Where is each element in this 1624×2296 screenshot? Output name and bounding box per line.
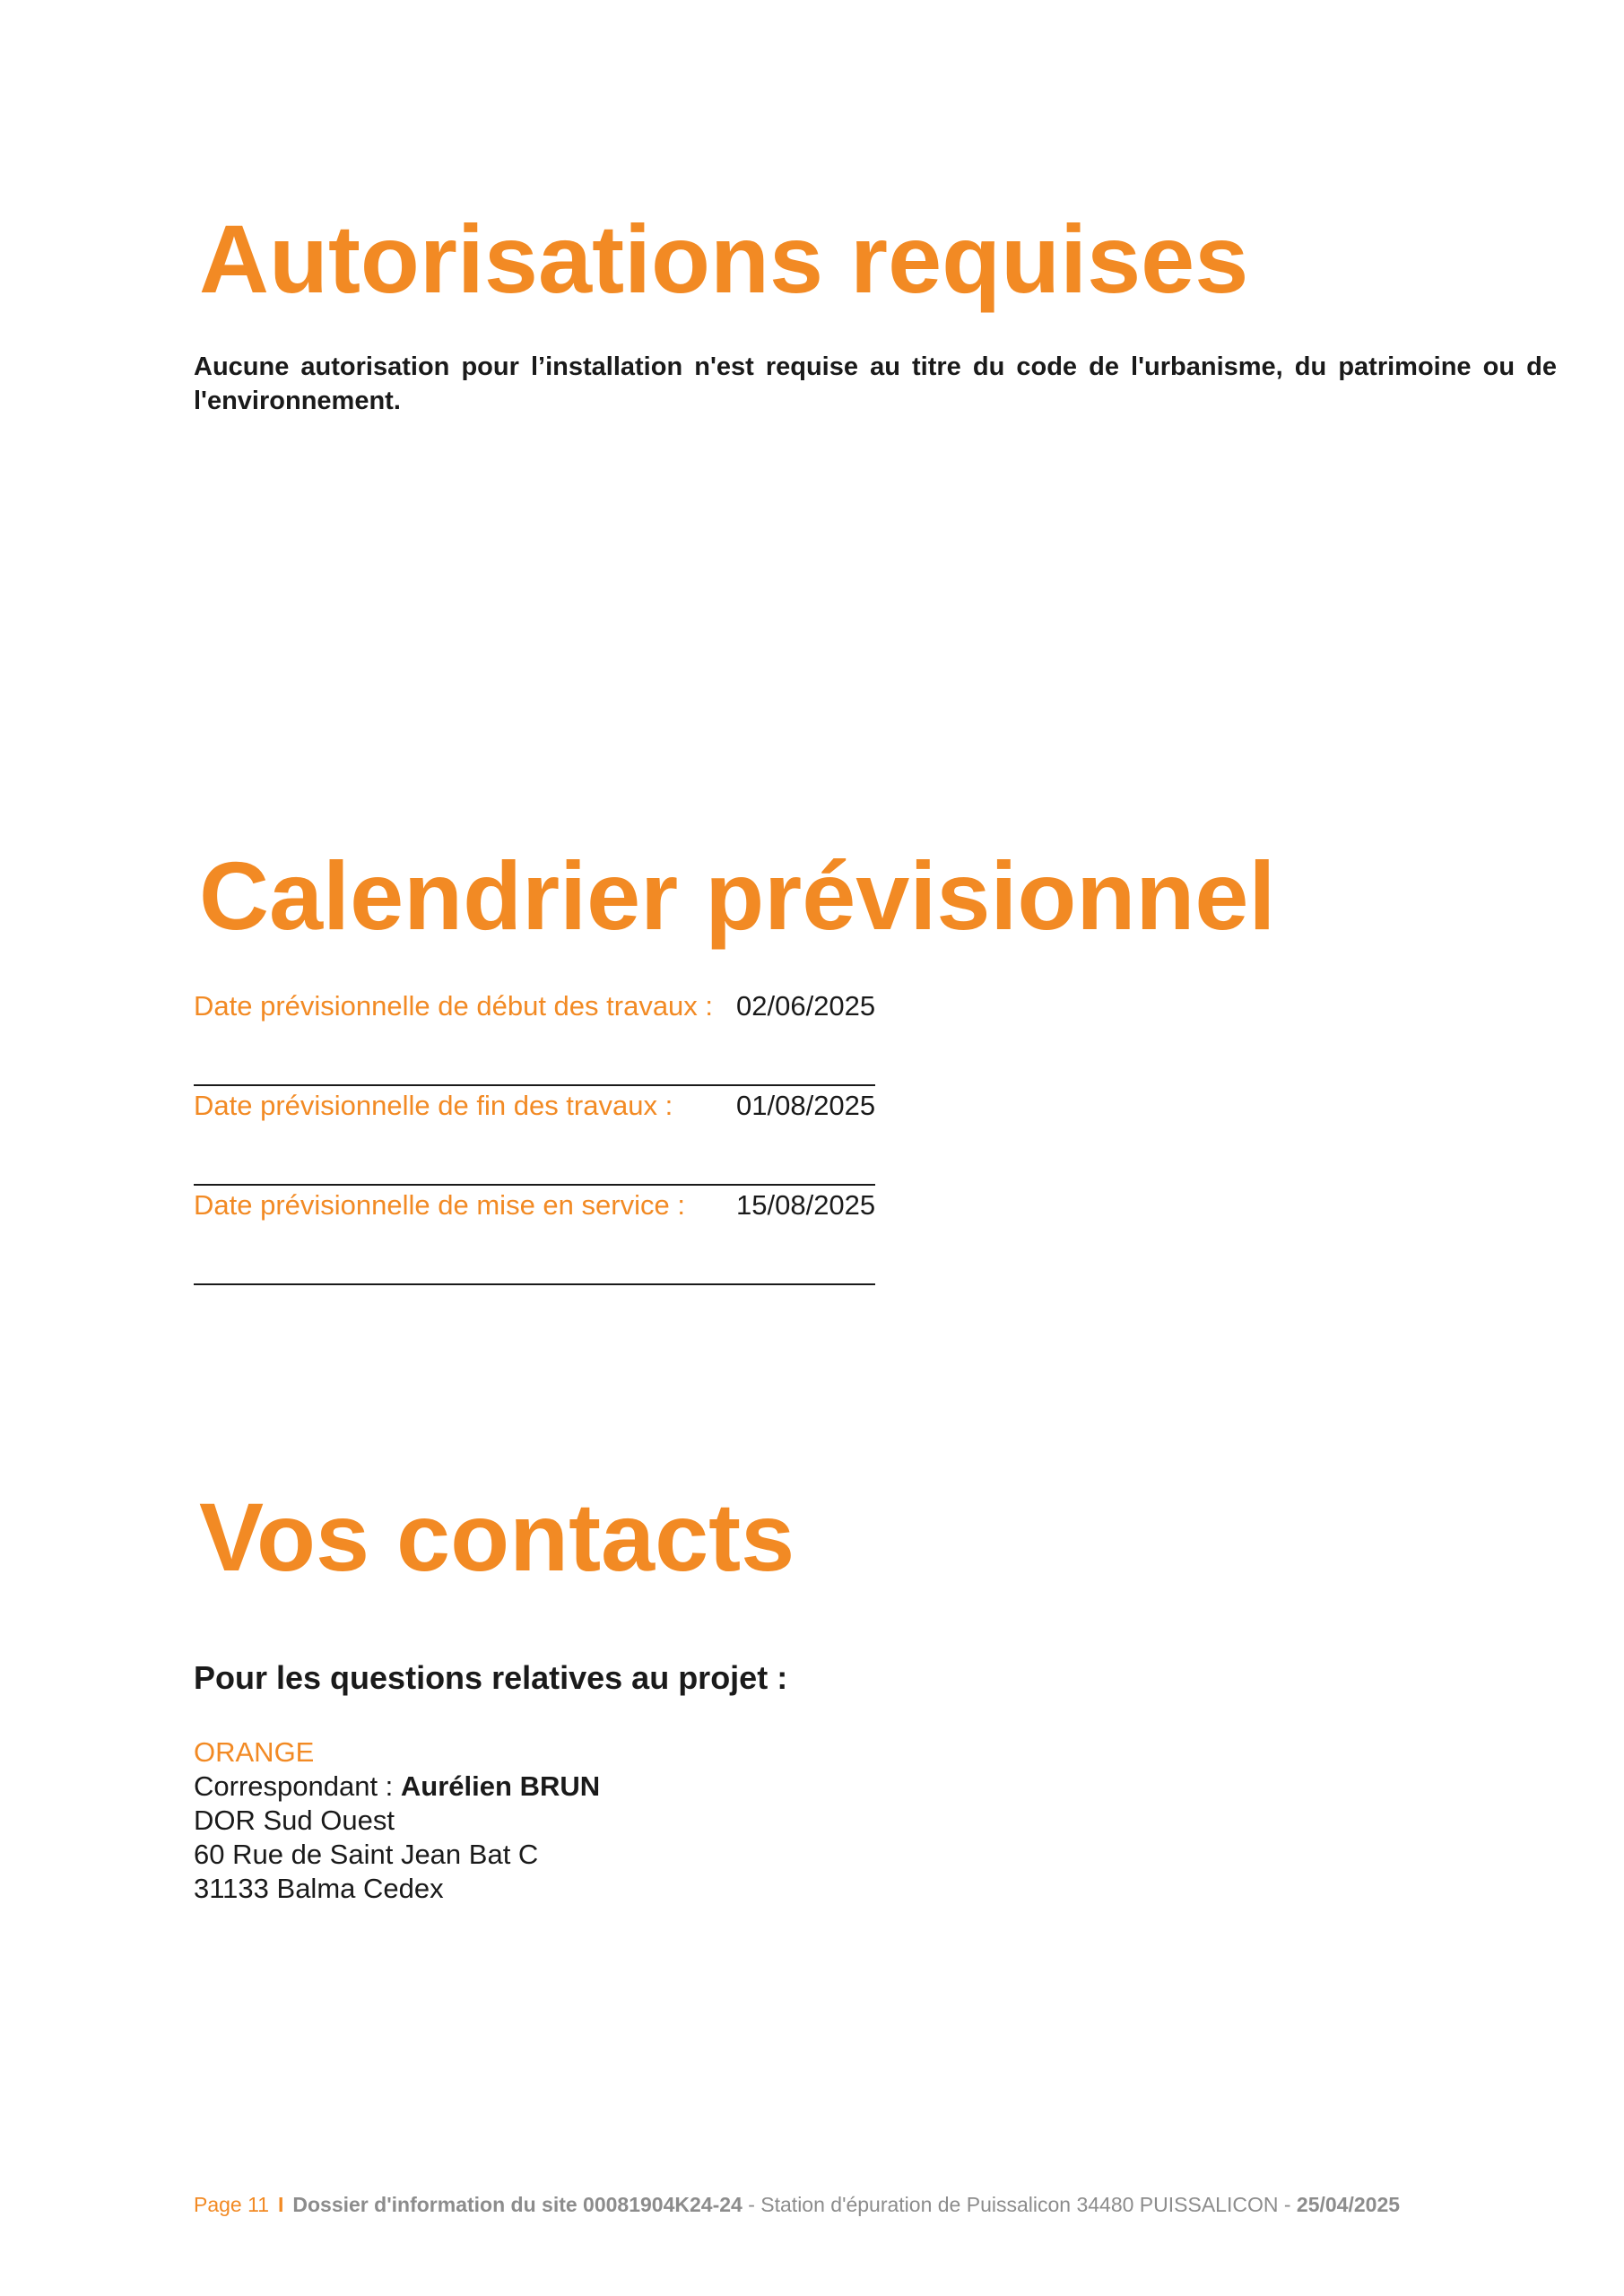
calendar-label: Date prévisionnelle de fin des travaux :	[194, 1090, 673, 1121]
authorisations-text: Aucune autorisation pour l’installation n'est requise au titre du code de l'urbanisme, du patrimoine ou de l'environnement.	[194, 352, 1557, 415]
footer-page-number: Page 11	[194, 2193, 269, 2216]
correspondent-label: Correspondant :	[194, 1770, 401, 1802]
footer-dossier: Dossier d'information du site 00081904K24-24	[292, 2193, 743, 2216]
contact-question: Pour les questions relatives au projet :	[194, 1659, 788, 1696]
contact-city: 31133 Balma Cedex	[194, 1873, 444, 1904]
contact-address: 60 Rue de Saint Jean Bat C	[194, 1839, 539, 1870]
section-title-autorisations: Autorisations requises	[199, 204, 1249, 313]
calendar-value: 01/08/2025	[736, 1090, 876, 1121]
calendar-row-start	[194, 987, 875, 1086]
calendar-value: 02/06/2025	[736, 990, 876, 1022]
contact-correspondent	[194, 1770, 600, 1804]
footer-dash: -	[742, 2193, 761, 2216]
footer-date: 25/04/2025	[1296, 2193, 1401, 2216]
section-title-calendrier: Calendrier prévisionnel	[199, 841, 1276, 950]
calendar-row-end	[194, 1086, 875, 1186]
calendar-value: 15/08/2025	[736, 1189, 876, 1221]
contact-block	[194, 1735, 600, 1906]
footer-separator: I	[277, 2193, 284, 2216]
contact-department: DOR Sud Ouest	[194, 1805, 395, 1836]
correspondent-name: Aurélien BRUN	[400, 1770, 601, 1802]
calendar-label: Date prévisionnelle de mise en service :	[194, 1189, 685, 1221]
calendar-row-commissioning	[194, 1186, 875, 1285]
footer-dash: -	[1278, 2193, 1297, 2216]
calendar-label: Date prévisionnelle de début des travaux :	[194, 990, 714, 1022]
contact-organisation: ORANGE	[194, 1736, 315, 1768]
footer-site: Station d'épuration de Puissalicon 34480 PUISSALICON	[760, 2193, 1279, 2216]
page-footer	[194, 2193, 1400, 2217]
section-title-contacts: Vos contacts	[199, 1483, 795, 1591]
calendar-table	[194, 987, 875, 1285]
